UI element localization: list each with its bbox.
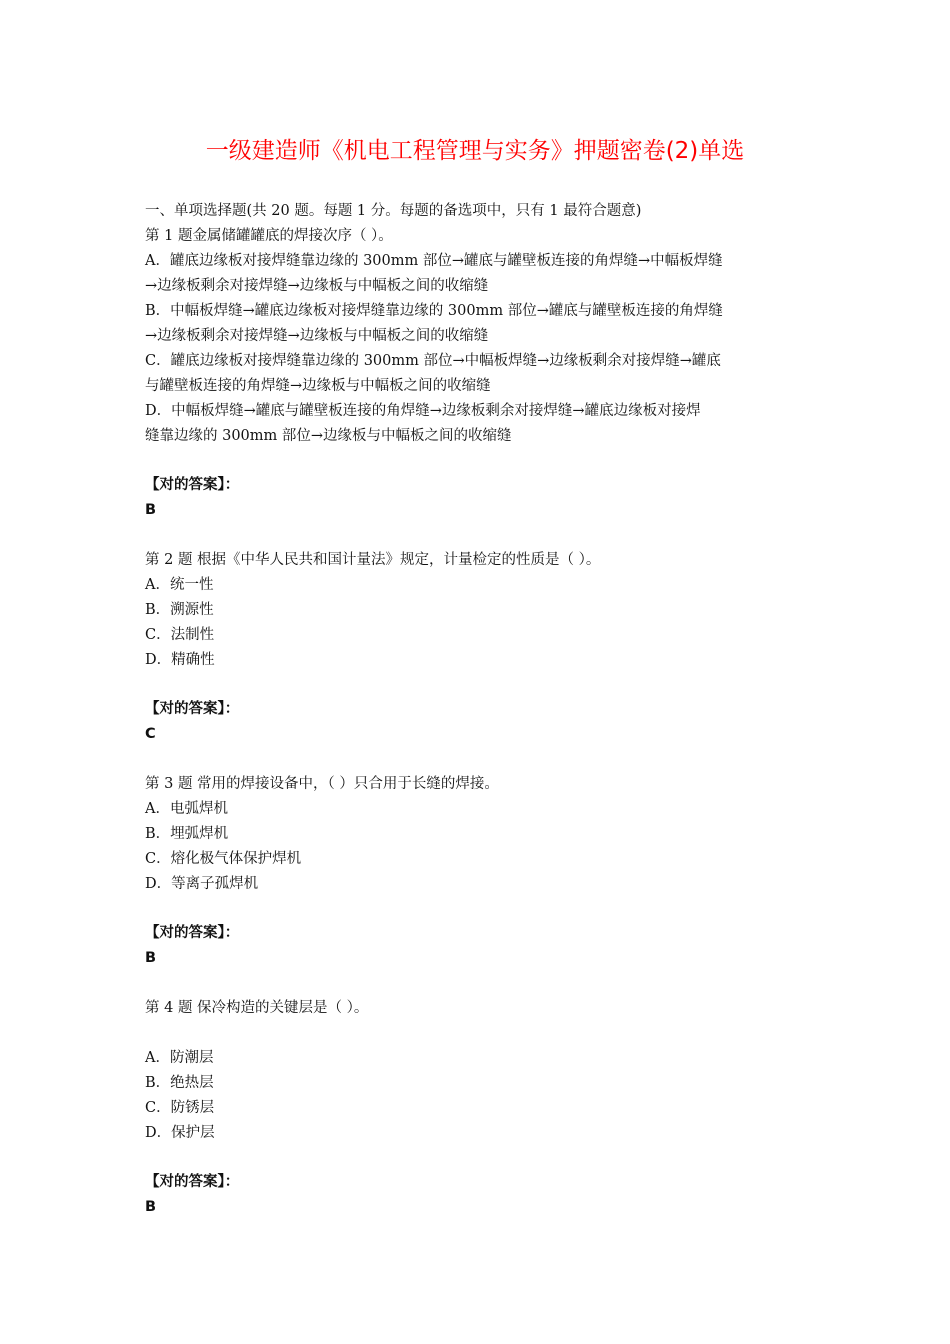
spacer [145, 1021, 815, 1046]
option-b: B．埋弧焊机 [145, 826, 229, 842]
option-b-line-1: B．中幅板焊缝→罐底边缘板对接焊缝靠边缘的 300mm 部位→罐底与罐壁板连接的角焊缝 [145, 303, 723, 319]
option-c: C．熔化极气体保护焊机 [145, 851, 302, 867]
answer-label: 【对的答案】： [145, 477, 240, 493]
option-c-line-2: 与罐壁板连接的角焊缝→边缘板与中幅板之间的收缩缝 [145, 378, 491, 394]
spacer [145, 747, 815, 772]
option-c: C．法制性 [145, 627, 215, 643]
answer-label: 【对的答案】： [145, 1174, 240, 1190]
question-3 [145, 772, 815, 996]
answer-value: B [145, 950, 157, 966]
document-body [145, 199, 815, 1220]
option-a: A．电弧焊机 [145, 801, 228, 817]
option-b-line-2: →边缘板剩余对接焊缝→边缘板与中幅板之间的收缩缝 [145, 328, 489, 344]
question-stem: 第 3 题 常用的焊接设备中，（ ）只合用于长缝的焊接。 [145, 776, 499, 792]
answer-value: C [145, 726, 156, 742]
option-a: A．防潮层 [145, 1050, 214, 1066]
question-1 [145, 224, 815, 548]
option-d: D．等离子孤焊机 [145, 876, 259, 892]
spacer [145, 971, 815, 996]
option-b: B．绝热层 [145, 1075, 214, 1091]
question-stem: 第 4 题 保冷构造的关键层是（ ）。 [145, 1000, 369, 1016]
answer-value: B [145, 502, 157, 518]
option-c-line-1: C．罐底边缘板对接焊缝靠边缘的 300mm 部位→中幅板焊缝→边缘板剩余对接焊缝→罐底 [145, 353, 721, 369]
question-2 [145, 548, 815, 772]
option-a-line-2: →边缘板剩余对接焊缝→边缘板与中幅板之间的收缩缝 [145, 278, 489, 294]
option-d-line-1: D．中幅板焊缝→罐底与罐壁板连接的角焊缝→边缘板剩余对接焊缝→罐底边缘板对接焊 [145, 403, 701, 419]
spacer [145, 523, 815, 548]
answer-label: 【对的答案】： [145, 925, 240, 941]
option-d: D．保护层 [145, 1125, 215, 1141]
option-a: A．统一性 [145, 577, 214, 593]
option-d-line-2: 缝靠边缘的 300mm 部位→边缘板与中幅板之间的收缩缝 [145, 428, 512, 444]
option-b: B．溯源性 [145, 602, 214, 618]
section-heading: 一、单项选择题(共 20 题。每题 1 分。每题的备选项中，只有 1 最符合题意) [145, 203, 642, 219]
spacer [145, 673, 815, 698]
option-d: D．精确性 [145, 652, 215, 668]
question-stem: 第 1 题金属储罐罐底的焊接次序（ ）。 [145, 228, 393, 244]
option-a-line-1: A．罐底边缘板对接焊缝靠边缘的 300mm 部位→罐底与罐壁板连接的角焊缝→中幅板焊缝 [145, 253, 723, 269]
spacer [145, 897, 815, 922]
document-title: 一级建造师《机电工程管理与实务》押题密卷(2)单选 [205, 138, 745, 164]
question-stem: 第 2 题 根据《中华人民共和国计量法》规定，计量检定的性质是（ ）。 [145, 552, 601, 568]
answer-label: 【对的答案】： [145, 701, 240, 717]
spacer [145, 449, 815, 474]
option-c: C．防锈层 [145, 1100, 215, 1116]
answer-value: B [145, 1199, 157, 1215]
question-4 [145, 996, 815, 1220]
spacer [145, 1146, 815, 1171]
